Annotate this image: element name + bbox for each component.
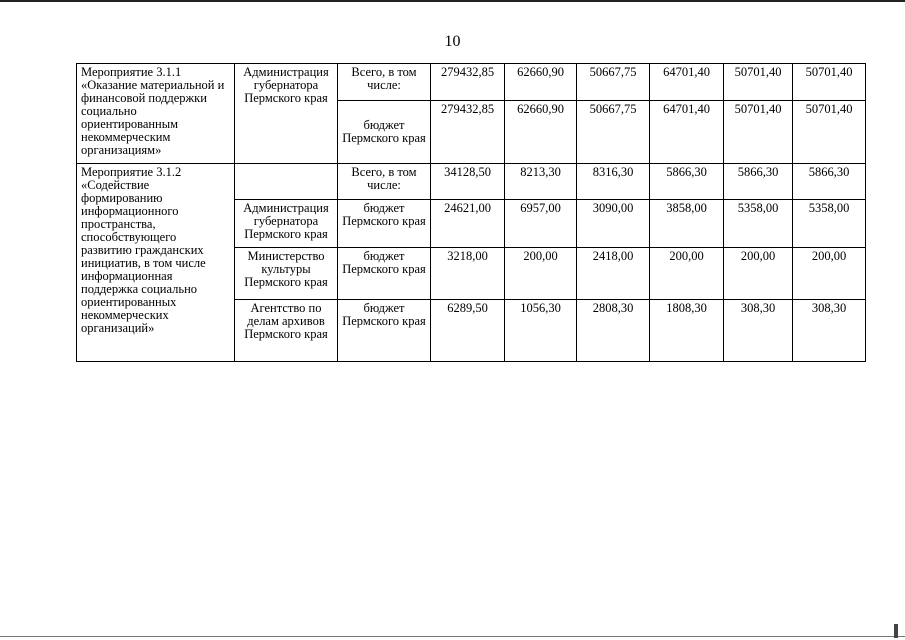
value-cell: 34128,50: [431, 164, 505, 200]
value-cell: 200,00: [505, 248, 577, 300]
scan-corner-mark: [894, 624, 898, 638]
value-cell: 6957,00: [505, 200, 577, 248]
value-cell: 50667,75: [577, 64, 650, 101]
budget-table: [76, 63, 866, 362]
value-cell: 1056,30: [505, 300, 577, 362]
scan-dash-mark: [782, 0, 804, 2]
value-cell: 24621,00: [431, 200, 505, 248]
page-number: 10: [444, 33, 461, 50]
scan-edge-top: [0, 0, 905, 2]
value-cell: 200,00: [724, 248, 793, 300]
value-cell: 3090,00: [577, 200, 650, 248]
value-cell: 279432,85: [431, 101, 505, 164]
value-cell: 5866,30: [724, 164, 793, 200]
value-cell: 50701,40: [793, 101, 866, 164]
value-cell: 279432,85: [431, 64, 505, 101]
measure-description: Мероприятие 3.1.2 «Содействие формированию информационного пространства, способствующего развитию гражданских инициатив, в том числе информационная поддержка социально ориентированных некоммерческих организаций»: [77, 164, 235, 362]
funding-source-cell: Всего, в том числе:: [338, 64, 431, 101]
value-cell: 62660,90: [505, 101, 577, 164]
value-cell: 8316,30: [577, 164, 650, 200]
value-cell: 200,00: [793, 248, 866, 300]
value-cell: 50667,75: [577, 101, 650, 164]
funding-source-cell: Всего, в том числе:: [338, 164, 431, 200]
value-cell: 3858,00: [650, 200, 724, 248]
table-row: [77, 64, 866, 101]
value-cell: 308,30: [793, 300, 866, 362]
value-cell: 308,30: [724, 300, 793, 362]
executor-cell: [235, 164, 338, 200]
value-cell: 5358,00: [724, 200, 793, 248]
funding-source-cell: бюджет Пермского края: [338, 248, 431, 300]
executor-cell: Министерство культуры Пермского края: [235, 248, 338, 300]
scan-edge-bottom: [0, 636, 905, 637]
executor-cell: Администрация губернатора Пермского края: [235, 64, 338, 164]
value-cell: 5866,30: [793, 164, 866, 200]
funding-source-cell: бюджет Пермского края: [338, 200, 431, 248]
value-cell: 62660,90: [505, 64, 577, 101]
value-cell: 1808,30: [650, 300, 724, 362]
value-cell: 64701,40: [650, 64, 724, 101]
value-cell: 2418,00: [577, 248, 650, 300]
measure-description: Мероприятие 3.1.1 «Оказание материальной и финансовой поддержки социально ориентированным некоммерческим организациям»: [77, 64, 235, 164]
executor-cell: Администрация губернатора Пермского края: [235, 200, 338, 248]
value-cell: 200,00: [650, 248, 724, 300]
value-cell: 50701,40: [724, 101, 793, 164]
value-cell: 50701,40: [793, 64, 866, 101]
executor-cell: Агентство по делам архивов Пермского края: [235, 300, 338, 362]
value-cell: 5358,00: [793, 200, 866, 248]
funding-source-cell: бюджет Пермского края: [338, 300, 431, 362]
funding-source-cell: бюджет Пермского края: [338, 101, 431, 164]
value-cell: 64701,40: [650, 101, 724, 164]
value-cell: 6289,50: [431, 300, 505, 362]
table-row: [77, 164, 866, 200]
value-cell: 50701,40: [724, 64, 793, 101]
value-cell: 2808,30: [577, 300, 650, 362]
value-cell: 8213,30: [505, 164, 577, 200]
value-cell: 3218,00: [431, 248, 505, 300]
scan-dash-mark: [816, 0, 838, 2]
value-cell: 5866,30: [650, 164, 724, 200]
